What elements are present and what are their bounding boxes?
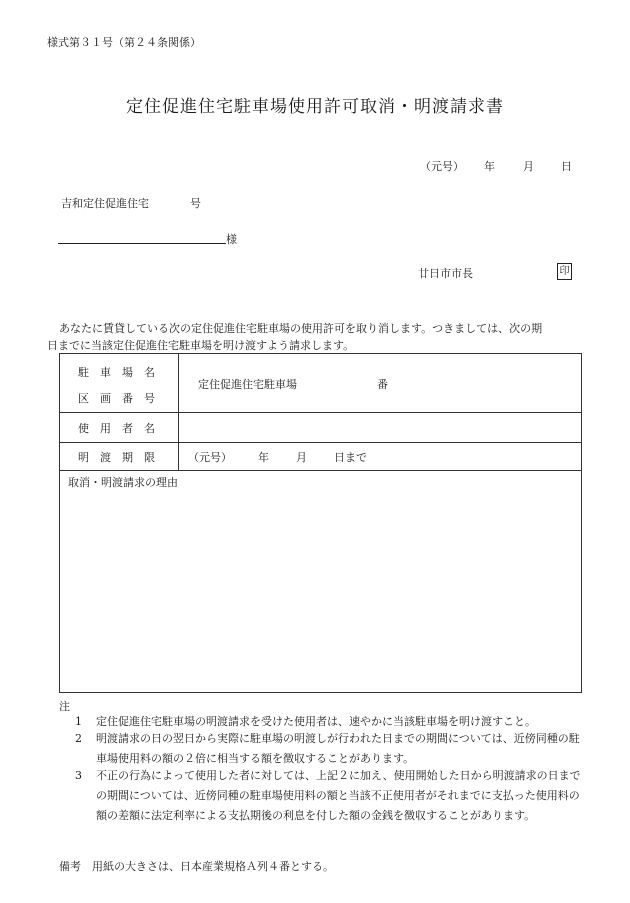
date-year: 年 bbox=[484, 160, 495, 173]
table-divider bbox=[60, 470, 581, 471]
table-column-divider bbox=[178, 354, 179, 470]
parking-name-value[interactable]: 定住促進住宅駐車場 bbox=[198, 378, 297, 391]
parking-name-label: 駐 車 場 名 bbox=[78, 366, 155, 379]
page-title: 定住促進住宅駐車場使用許可取消・明渡請求書 bbox=[126, 97, 504, 117]
note-item bbox=[75, 729, 584, 769]
table-divider bbox=[60, 412, 581, 413]
intro-line-2: 日までに当該定住促進住宅駐車場を明け渡すよう請求します。 bbox=[47, 339, 355, 352]
request-table bbox=[59, 353, 582, 693]
section-number-label: 区 画 番 号 bbox=[78, 392, 155, 405]
deadline-year: 年 bbox=[258, 451, 269, 464]
note-text: 明渡請求の日の翌日から実際に駐車場の明渡しが行われた日までの期間については、近傍同種の駐車場使用料の額の２倍に相当する額を徴収することがあります。 bbox=[96, 732, 580, 765]
addressee-number: 号 bbox=[190, 197, 201, 210]
reason-field[interactable] bbox=[64, 492, 576, 688]
deadline-label: 明 渡 期 限 bbox=[78, 451, 155, 464]
note-number: 3 bbox=[75, 769, 82, 782]
deadline-day: 日まで bbox=[334, 451, 367, 464]
reason-label: 取消・明渡請求の理由 bbox=[68, 476, 178, 489]
addressee-honorific: 様 bbox=[226, 233, 237, 246]
user-name-field[interactable] bbox=[184, 416, 574, 438]
intro-line-1: あなたに賃貸している次の定住促進住宅駐車場の使用許可を取り消します。つきましては、次の期 bbox=[59, 322, 543, 335]
issuer-name: 廿日市市長 bbox=[418, 267, 473, 280]
deadline-era: （元号） bbox=[188, 451, 232, 464]
note-text: 定住促進住宅駐車場の明渡請求を受けた使用者は、速やかに当該駐車場を明け渡すこと。 bbox=[96, 715, 536, 728]
parking-number-suffix: 番 bbox=[377, 378, 388, 391]
date-era: （元号） bbox=[420, 160, 464, 173]
date-day: 日 bbox=[561, 160, 572, 173]
note-text: 不正の行為によって使用した者に対しては、上記２に加え、使用開始した日から明渡請求の日までの期間については、近傍同種の駐車場使用料の額と当該不正使用者がそれまでに支払った使用料の額の差額に法定利率による支払期後の利息を付した額の金銭を徴収することがあります。 bbox=[96, 769, 581, 822]
deadline-month: 月 bbox=[296, 451, 307, 464]
user-name-label: 使 用 者 名 bbox=[78, 422, 155, 435]
notes-heading: 注 bbox=[59, 700, 70, 713]
note-item bbox=[75, 766, 584, 826]
addressee-name-line[interactable] bbox=[58, 243, 226, 244]
intro-paragraph bbox=[47, 320, 585, 354]
seal-mark: 印 bbox=[557, 263, 572, 280]
note-number: 2 bbox=[75, 732, 82, 745]
addressee-housing: 吉和定住促進住宅 bbox=[61, 197, 149, 210]
table-divider bbox=[60, 442, 581, 443]
note-number: 1 bbox=[75, 715, 82, 728]
remark: 備考 用紙の大きさは、日本産業規格Ａ列４番とする。 bbox=[59, 860, 334, 873]
form-number: 様式第３１号（第２４条関係） bbox=[47, 36, 201, 49]
date-month: 月 bbox=[523, 160, 534, 173]
